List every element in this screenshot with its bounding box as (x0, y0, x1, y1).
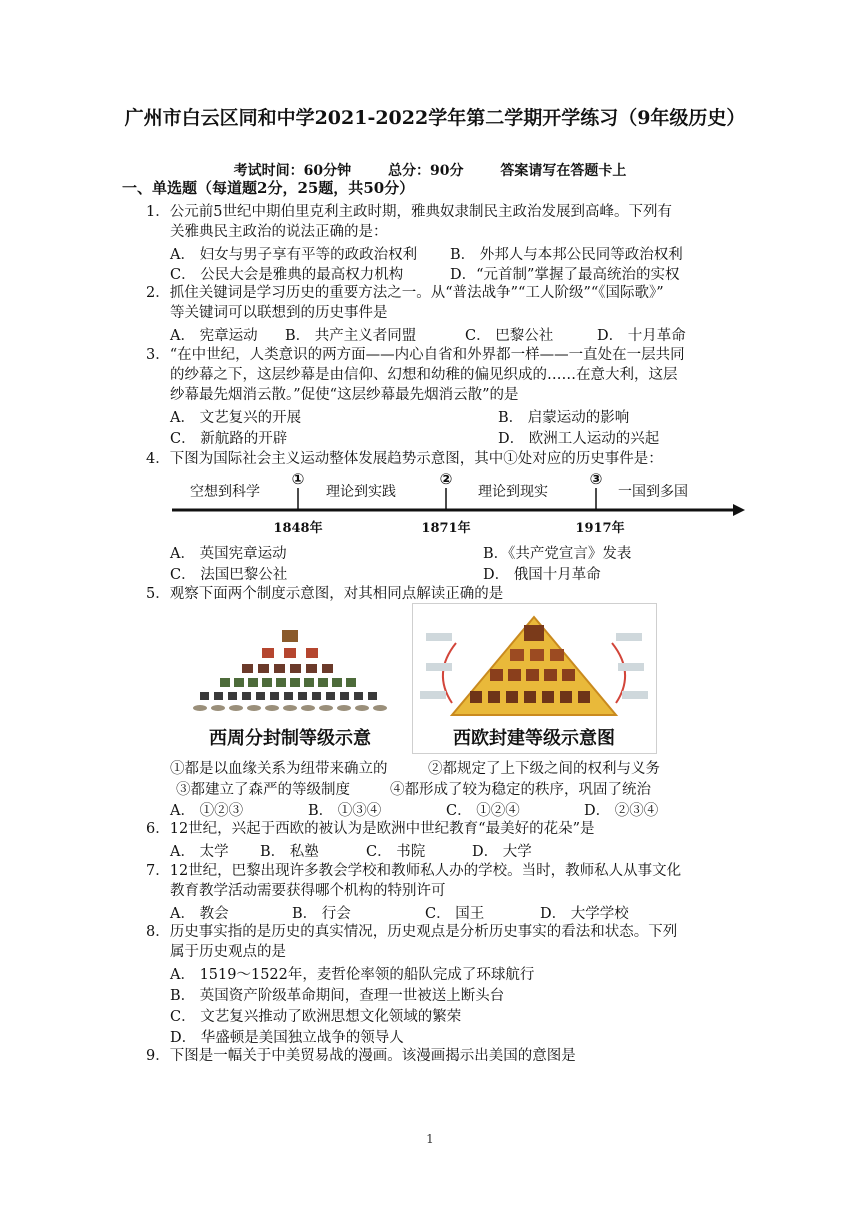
q2-option-b: B． 共产主义者同盟 (285, 328, 417, 344)
q5-statement-4: ④都形成了较为稳定的秩序，巩固了统治 (390, 782, 651, 798)
timeline-year-1: 1848年 (273, 521, 323, 536)
q5-option-c: C． ①②④ (446, 803, 520, 819)
q8-option-a: A． 1519～1522年，麦哲伦率领的船队完成了环球航行 (170, 967, 535, 983)
q2-stem-line1: 2．抓住关键词是学习历史的重要方法之一。从“普法战争”“工人阶级”“《国际歌》” (146, 285, 664, 301)
q5-option-b: B． ①③④ (308, 803, 382, 819)
timeline-year-2: 1871年 (421, 521, 471, 536)
exam-info (0, 160, 860, 180)
europe-hierarchy-figure (412, 603, 657, 754)
timeline-stage-2: 理论到实践 (326, 483, 396, 499)
q5-statement-2: ②都规定了上下级之间的权利与义务 (428, 761, 660, 777)
page-number: 1 (426, 1132, 434, 1146)
q7-stem-line2: 教育教学活动需要获得哪个机构的特别许可 (170, 883, 446, 899)
q8-option-c: C． 文艺复兴推动了欧洲思想文化领域的繁荣 (170, 1009, 462, 1025)
q2-option-a: A． 宪章运动 (170, 328, 258, 344)
q6-option-a: A． 太学 (170, 844, 229, 860)
q3-option-b: B． 启蒙运动的影响 (498, 410, 630, 426)
q6-option-c: C． 书院 (366, 844, 426, 860)
q1-option-c: C． 公民大会是雅典的最高权力机构 (170, 267, 404, 283)
q4-option-a: A． 英国宪章运动 (170, 546, 287, 562)
timeline-marker-1: ① (291, 470, 305, 488)
timeline-stage-3: 理论到现实 (478, 483, 548, 499)
q2-stem-line2: 等关键词可以联想到的历史事件是 (170, 305, 388, 321)
q8-option-d: D． 华盛顿是美国独立战争的领导人 (170, 1030, 404, 1046)
page-title: 广州市白云区同和中学2021-2022学年第二学期开学练习（9年级历史） (124, 107, 746, 129)
q5-stem: 5．观察下面两个制度示意图，对其相同点解读正确的是 (146, 586, 504, 602)
timeline-year-3: 1917年 (575, 521, 625, 536)
q9-stem: 9．下图是一幅关于中美贸易战的漫画。该漫画揭示出美国的意图是 (146, 1048, 576, 1064)
q1-option-b: B． 外邦人与本邦公民同等政治权利 (450, 247, 683, 263)
q3-stem-line2: 的纱幕之下，这层纱幕是由信仰、幻想和幼稚的偏见织成的……在意大利，这层 (170, 367, 678, 383)
q4-option-d: D． 俄国十月革命 (483, 567, 601, 583)
q8-stem-line1: 8．历史事实指的是历史的真实情况，历史观点是分析历史事实的看法和状态。下列 (146, 924, 678, 940)
q4-stem: 4．下图为国际社会主义运动整体发展趋势示意图，其中①处对应的历史事件是： (146, 451, 663, 467)
q2-option-c: C． 巴黎公社 (465, 328, 554, 344)
q5-statement-3: ③都建立了森严的等级制度 (176, 782, 350, 798)
q4-option-b: B．《共产党宣言》发表 (483, 546, 632, 562)
exam-score: 总分：90分 (388, 163, 464, 179)
q3-option-d: D． 欧洲工人运动的兴起 (498, 431, 660, 447)
q7-stem-line1: 7．12世纪，巴黎出现许多教会学校和教师私人办的学校。当时，教师私人从事文化 (146, 863, 682, 879)
q6-stem: 6．12世纪，兴起于西欧的被认为是欧洲中世纪教育“最美好的花朵”是 (146, 821, 595, 837)
q7-option-c: C． 国王 (425, 906, 485, 922)
q3-stem-line1: 3．“在中世纪，人类意识的两方面——内心自省和外界都一样——一直处在一层共同 (146, 347, 685, 363)
q7-option-b: B． 行会 (292, 906, 351, 922)
q5-option-d: D． ②③④ (584, 803, 659, 819)
zhou-hierarchy-figure (170, 606, 410, 754)
q4-timeline-figure (168, 470, 748, 540)
exam-note: 答案请写在答题卡上 (500, 163, 627, 179)
timeline-marker-3: ③ (589, 470, 603, 488)
q6-option-d: D． 大学 (472, 844, 532, 860)
timeline-marker-2: ② (439, 470, 453, 488)
q8-option-b: B． 英国资产阶级革命期间，查理一世被送上断头台 (170, 988, 505, 1004)
q3-option-a: A． 文艺复兴的开展 (170, 410, 302, 426)
q2-option-d: D． 十月革命 (597, 328, 686, 344)
q3-option-c: C． 新航路的开辟 (170, 431, 288, 447)
q6-option-b: B． 私塾 (260, 844, 319, 860)
timeline-stage-4: 一国到多国 (618, 483, 688, 499)
q1-stem-line1: 1．公元前5世纪中期伯里克利主政时期，雅典奴隶制民主政治发展到高峰。下列有 (146, 204, 672, 220)
q8-stem-line2: 属于历史观点的是 (170, 944, 286, 960)
q5-statement-1: ①都是以血缘关系为纽带来确立的 (170, 761, 388, 777)
europe-figure-caption: 西欧封建等级示意图 (453, 728, 615, 749)
q7-option-a: A． 教会 (170, 906, 229, 922)
q5-option-a: A． ①②③ (170, 803, 244, 819)
section-heading: 一、单选题（每道题2分，25题，共50分） (122, 179, 415, 197)
q3-stem-line3: 纱幕最先烟消云散。”促使“这层纱幕最先烟消云散”的是 (170, 387, 519, 403)
exam-time: 考试时间：60分钟 (233, 163, 352, 179)
timeline-arrowhead (733, 504, 745, 516)
q1-option-d: D．“元首制”掌握了最高统治的实权 (450, 267, 680, 283)
zhou-figure-caption: 西周分封制等级示意 (209, 728, 371, 749)
q4-option-c: C． 法国巴黎公社 (170, 567, 288, 583)
timeline-stage-1: 空想到科学 (190, 483, 260, 499)
q1-stem-line2: 关雅典民主政治的说法正确的是： (170, 224, 388, 240)
q7-option-d: D． 大学学校 (540, 906, 629, 922)
q1-option-a: A． 妇女与男子享有平等的政政治权利 (170, 247, 418, 263)
